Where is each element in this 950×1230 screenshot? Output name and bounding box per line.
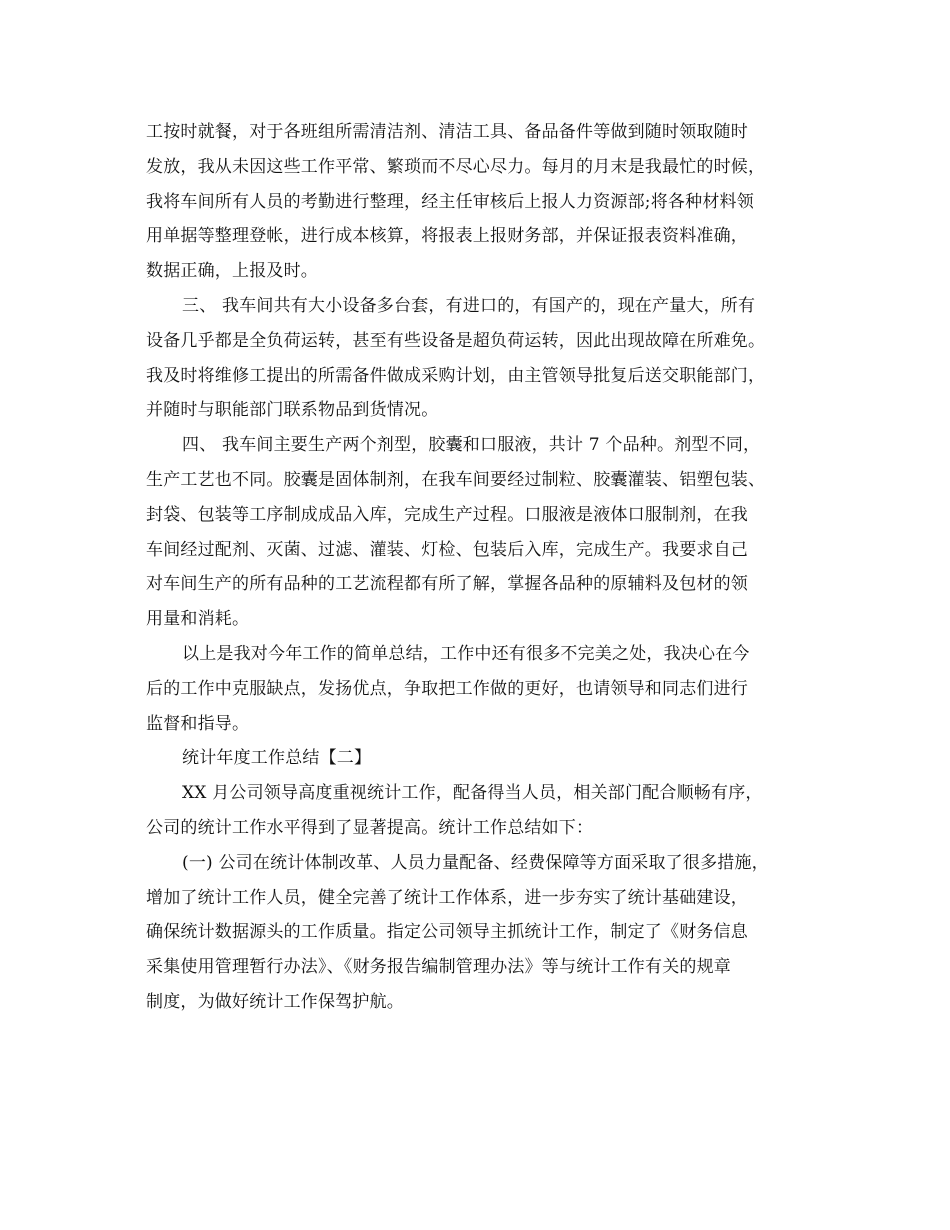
document-line: 三、 我车间共有大小设备多台套，有进口的，有国产的，现在产量大，所有 xyxy=(182,295,756,316)
document-line: 工按时就餐，对于各班组所需清洁剂、清洁工具、备品备件等做到随时领取随时 xyxy=(146,122,748,142)
document-line: 设备几乎都是全负荷运转，甚至有些设备是超负荷运转，因此出现故障在所难免。 xyxy=(146,330,766,351)
document-line: 采集使用管理暂行办法》、《财务报告编制管理办法》等与统计工作有关的规章 xyxy=(146,957,731,978)
document-line: 增加了统计工作人员，健全完善了统计工作体系，进一步夯实了统计基础建设， xyxy=(146,887,748,908)
document-line: 制度，为做好统计工作保驾护航。 xyxy=(146,991,404,1012)
document-line: 数据正确，上报及时。 xyxy=(146,261,318,282)
document-line: 四、 我车间主要生产两个剂型，胶囊和口服液，共计 7 个品种。剂型不同， xyxy=(182,435,761,456)
document-line: 发放，我从未因这些工作平常、繁琐而不尽心尽力。每月的月末是我最忙的时候， xyxy=(146,156,766,177)
document-line: 统计年度工作总结【二】 xyxy=(182,748,372,769)
document-line: 我及时将维修工提出的所需备件做成采购计划，由主管领导批复后送交职能部门， xyxy=(146,365,766,386)
document-line: 对车间生产的所有品种的工艺流程都有所了解，掌握各品种的原辅料及包材的领 xyxy=(146,574,748,595)
document-line: XX 月公司领导高度重视统计工作，配备得当人员，相关部门配合顺畅有序， xyxy=(182,783,763,804)
document-line: 用单据等整理登帐，进行成本核算，将报表上报财务部，并保证报表资料准确， xyxy=(146,226,748,247)
document-line: 封袋、包装等工序制成成品入库，完成生产过程。口服液是液体口服制剂，在我 xyxy=(146,504,748,525)
document-line: 后的工作中克服缺点，发扬优点，争取把工作做的更好，也请领导和同志们进行 xyxy=(146,678,748,699)
document-line: 生产工艺也不同。胶囊是固体制剂，在我车间要经过制粒、胶囊灌装、铝塑包装、 xyxy=(146,469,766,490)
document-line: 公司的统计工作水平得到了显著提高。统计工作总结如下： xyxy=(146,817,594,838)
document-line: 我将车间所有人员的考勤进行整理，经主任审核后上报人力资源部;将各种材料领 xyxy=(146,191,754,212)
document-line: 车间经过配剂、灭菌、过滤、灌装、灯检、包装后入库，完成生产。我要求自己 xyxy=(146,539,748,560)
document-line: 监督和指导。 xyxy=(146,713,250,734)
document-line: 以上是我对今年工作的简单总结，工作中还有很多不完美之处，我决心在今 xyxy=(182,643,750,664)
document-line: 确保统计数据源头的工作质量。指定公司领导主抓统计工作，制定了《财务信息 xyxy=(146,922,748,943)
document-line: 并随时与职能部门联系物品到货情况。 xyxy=(146,400,439,421)
document-line: 用量和消耗。 xyxy=(146,609,250,630)
document-line: (一) 公司在统计体制改革、人员力量配备、经费保障等方面采取了很多措施， xyxy=(182,852,769,873)
document-body xyxy=(146,115,836,1020)
